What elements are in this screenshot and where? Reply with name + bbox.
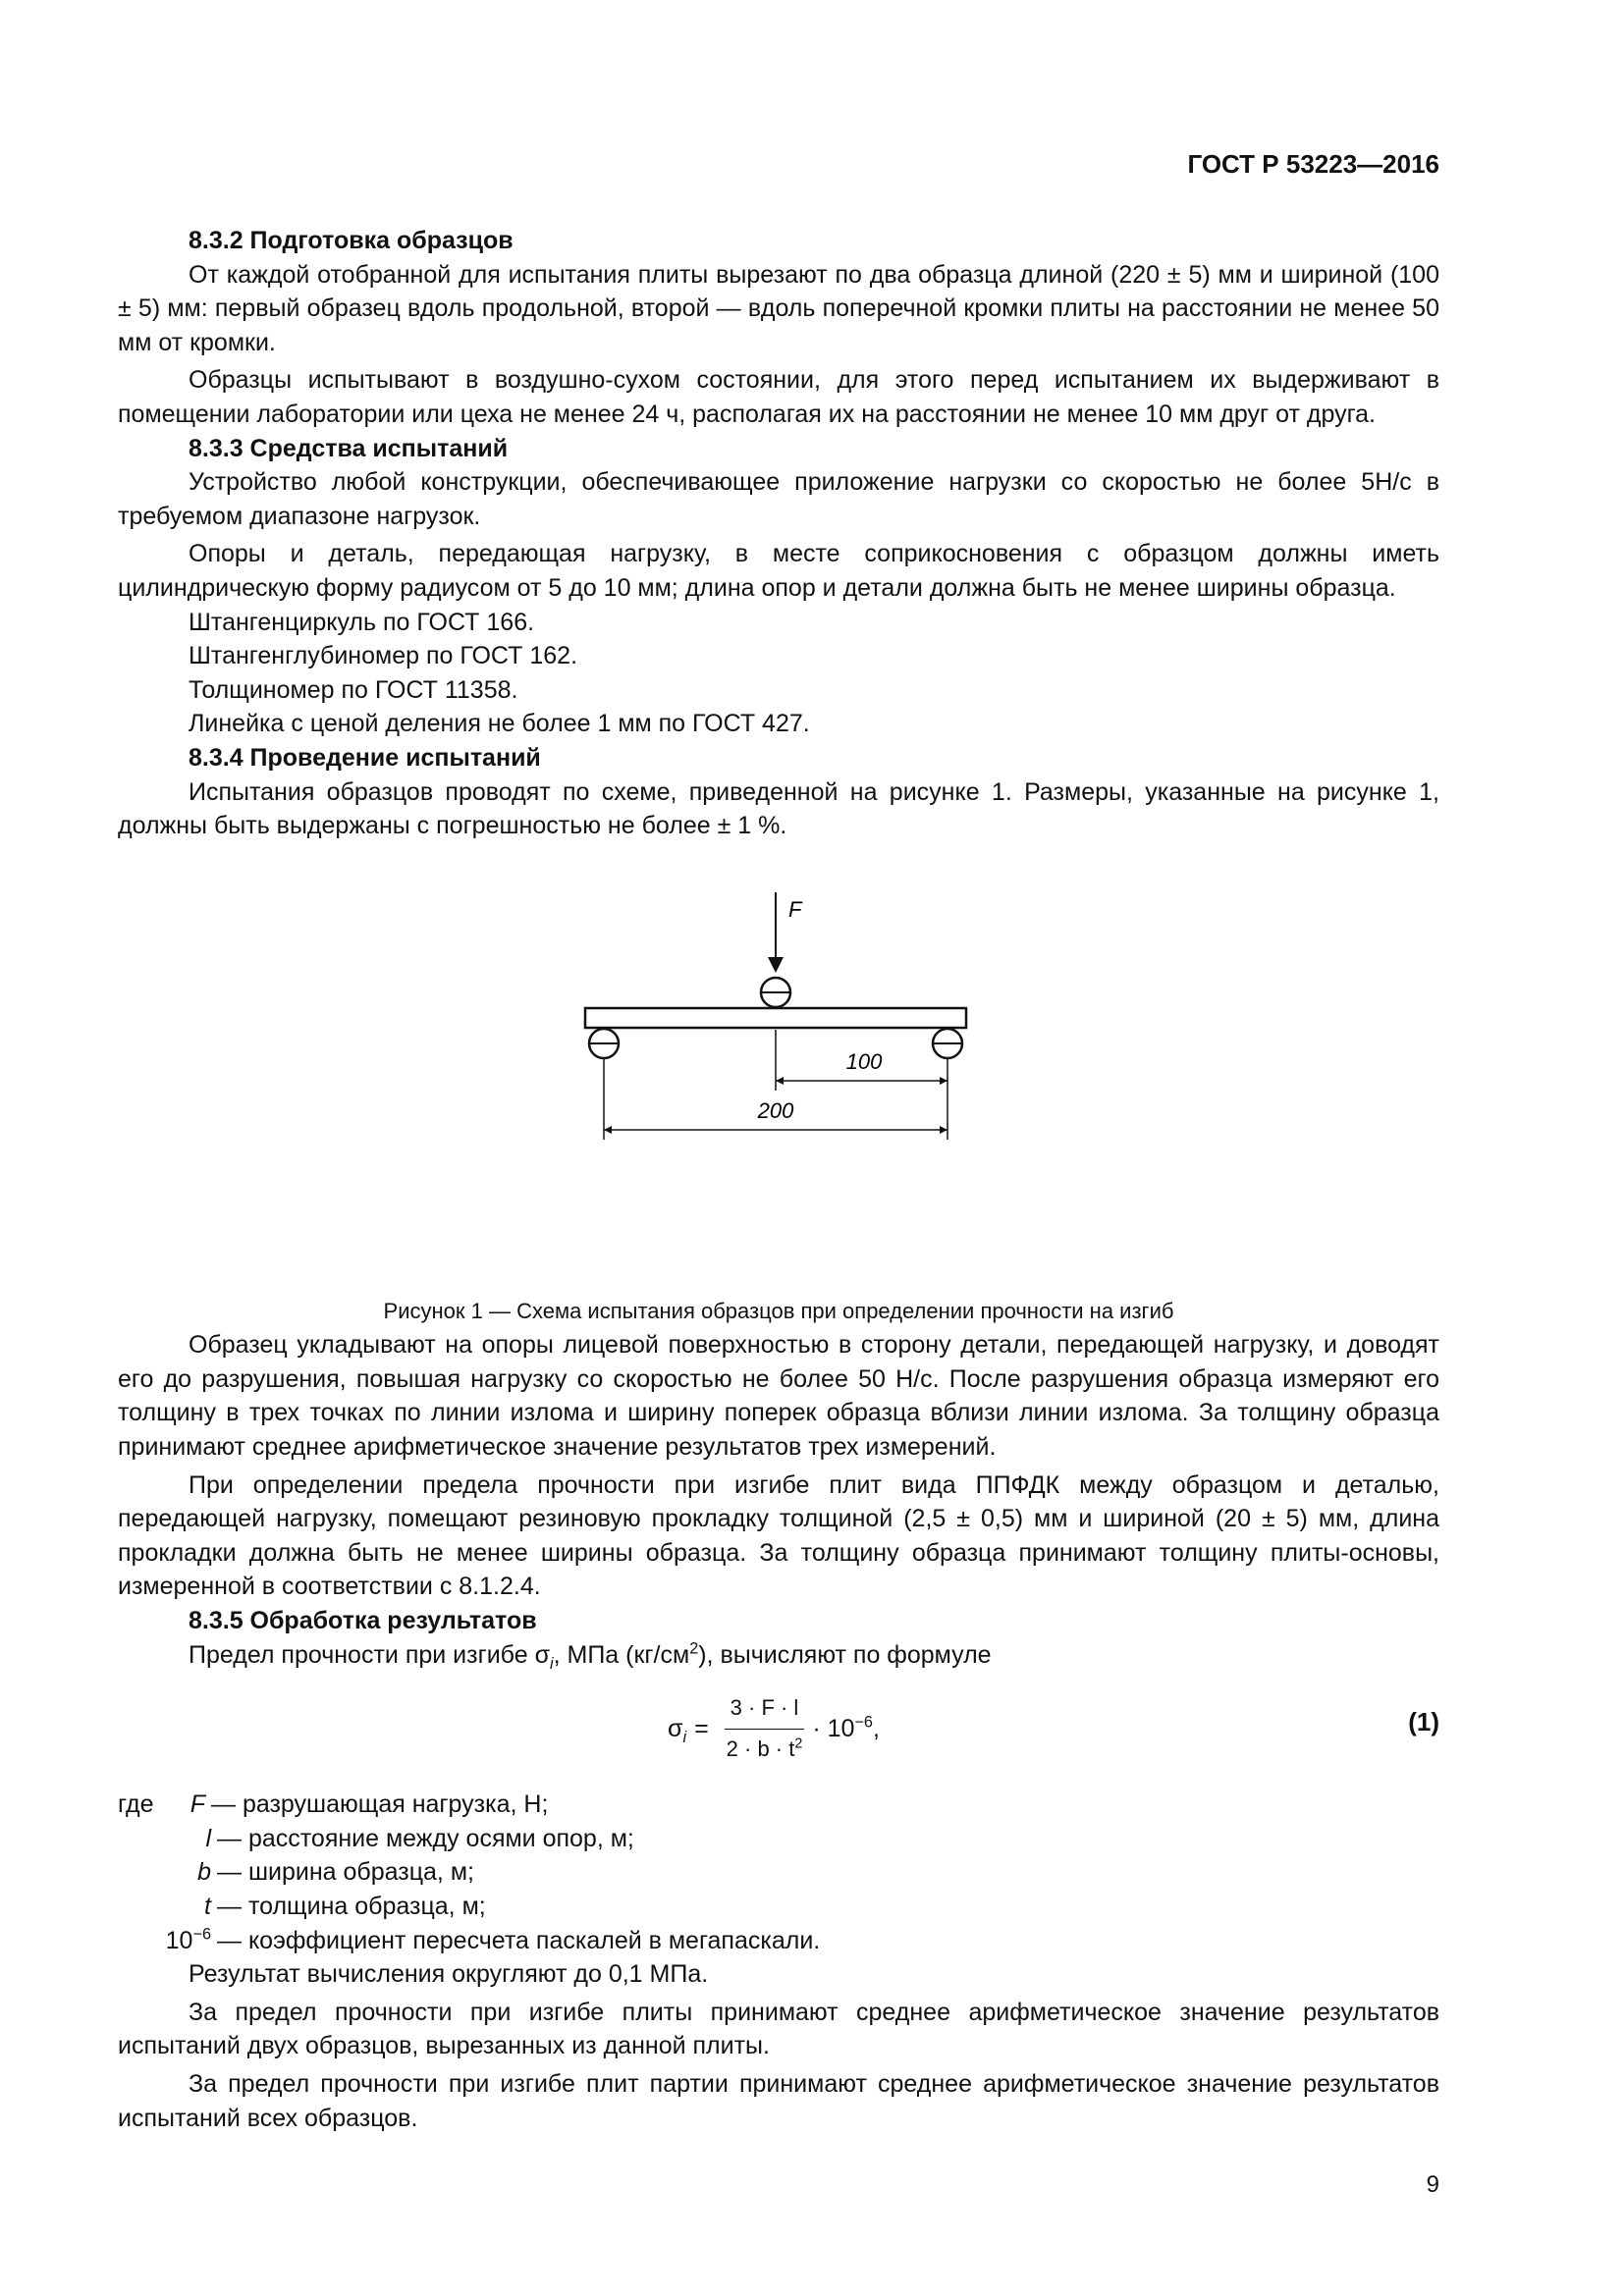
paragraph: Испытания образцов проводят по схеме, приведенной на рисунке 1. Размеры, указанные на рисунке 1, должны быть выдержаны с погрешностью не более ± 1 %. [118, 777, 1439, 840]
loading-roller [761, 978, 790, 1007]
formula-intro-superscript: 2 [689, 1639, 699, 1658]
where-text: — толщина образца, м; [217, 1893, 486, 1920]
where-text: — расстояние между осями опор, м; [217, 1824, 634, 1852]
diagram-svg [118, 863, 1439, 1295]
instrument-item: Штангенглубиномер по ГОСТ 162. [189, 642, 578, 670]
formula-sigma: σ [668, 1715, 683, 1743]
instrument-item: Линейка с ценой деления не более 1 мм по ГОСТ 427. [189, 710, 810, 738]
paragraph: При определении предела прочности при изгибе плит вида ППФДК между образцом и деталью, передающей нагрузку, помещают резиновую прокладку толщиной (2,5 ± 0,5) мм и шириной (20 ± 5) мм, длина прокладки должна быть не менее ширины образца. За толщину образца принимают толщину плиты-основы, измеренной в соответствии с 8.1.2.4. [118, 1470, 1439, 1601]
formula-denominator [721, 1730, 809, 1767]
formula-intro-text: , МПа (кг/см [553, 1640, 690, 1669]
document-code: ГОСТ Р 53223—2016 [1187, 149, 1439, 179]
formula-denominator-text: 2 · b · t [726, 1735, 795, 1761]
section-8-3-4-title: 8.3.4 Проведение испытаний [189, 743, 541, 772]
paragraph: Устройство любой конструкции, обеспечивающее приложение нагрузки со скоростью не более 5Н/с в требуемом диапазоне нагрузок. [118, 468, 1439, 530]
equation-number: (1) [1408, 1707, 1439, 1737]
document-body [118, 224, 1439, 2135]
specimen-beam [585, 1008, 966, 1028]
where-text: — ширина образца, м; [217, 1858, 474, 1887]
where-row [118, 1788, 1439, 1822]
formula-equals: = [694, 1715, 709, 1743]
section-8-3-5-title: 8.3.5 Обработка результатов [189, 1607, 537, 1635]
paragraph: Опоры и деталь, передающая нагрузку, в месте соприкосновения с образцом должны иметь цилиндрическую форму радиусом от 5 до 10 мм; длина опор и детали должна быть не менее ширины образца. [118, 540, 1439, 602]
paragraph: От каждой отобранной для испытания плиты вырезают по два образца длиной (220 ± 5) мм и шириной (100 ± 5) мм: первый образец вдоль продольной, второй — вдоль поперечной кромки плиты на расстоянии не менее 50 мм от кромки. [118, 260, 1439, 356]
where-word: где [118, 1790, 154, 1819]
where-symbol: l [205, 1824, 211, 1852]
dimension-label-200: 200 [757, 1097, 794, 1123]
formula-multiplier-exponent: −6 [854, 1713, 873, 1732]
bending-test-diagram [118, 863, 1439, 1295]
figure-caption: Рисунок 1 — Схема испытания образцов при определении прочности на изгиб [383, 1298, 1174, 1323]
where-coefficient [118, 1924, 211, 1958]
where-symbol: F [189, 1790, 205, 1819]
where-row [118, 1822, 1439, 1856]
paragraph: Образец укладывают на опоры лицевой поверхностью в сторону детали, передающей нагрузку, и доводят его до разрушения, повышая нагрузку со скоростью не более 50 Н/с. После разрушения образца измеряют его толщину в трех точках по линии излома и ширину поперек образца вблизи линии излома. За толщину образца принимают среднее арифметическое значение результатов трех измерений. [118, 1331, 1439, 1462]
where-symbol: t [204, 1893, 211, 1920]
formula-tail: , [872, 1715, 880, 1743]
formula-row [118, 1680, 1439, 1788]
formula-lhs [668, 1712, 686, 1746]
formula-sigma-subscript: i [682, 1729, 687, 1747]
paragraph: Результат вычисления округляют до 0,1 МПа. [189, 1960, 709, 1989]
where-symbol: b [197, 1858, 211, 1887]
formula-multiplier-base: · 10 [812, 1715, 855, 1743]
section-8-3-2-title: 8.3.2 Подготовка образцов [189, 227, 514, 254]
where-row [118, 1924, 1439, 1958]
paragraph: За предел прочности при изгибе плит партии принимают среднее арифметическое значение результатов испытаний всех образцов. [118, 2069, 1439, 2132]
formula-multiplier [812, 1712, 880, 1746]
page-number: 9 [1426, 2171, 1439, 2198]
formula-fraction [721, 1691, 809, 1766]
instrument-item: Штангенциркуль по ГОСТ 166. [189, 608, 535, 636]
coef-exponent: −6 [192, 1925, 211, 1944]
force-arrow [768, 892, 784, 973]
where-text: — разрушающая нагрузка, Н; [211, 1790, 549, 1819]
formula-intro-subscript: i [550, 1654, 554, 1673]
formula-intro-text: Предел прочности при изгибе σ [189, 1640, 550, 1669]
section-8-3-3-title: 8.3.3 Средства испытаний [189, 434, 509, 462]
instrument-item: Толщиномер по ГОСТ 11358. [189, 675, 518, 704]
formula-numerator: 3 · F · l [725, 1691, 805, 1730]
left-support-roller [589, 1029, 619, 1058]
right-support-roller [933, 1029, 962, 1058]
formula-intro [118, 1638, 1439, 1673]
bending-strength-formula [668, 1691, 880, 1766]
dimension-label-100: 100 [845, 1048, 883, 1074]
paragraph: За предел прочности при изгибе плиты принимают среднее арифметическое значение результатов испытаний двух образцов, вырезанных из данной плиты. [118, 1998, 1439, 2060]
coef-base: 10 [165, 1926, 193, 1954]
force-label: F [788, 896, 802, 922]
where-row [118, 1855, 1439, 1890]
extension-lines [604, 1030, 947, 1140]
where-row [118, 1890, 1439, 1924]
formula-denominator-exponent: 2 [794, 1735, 803, 1752]
where-text: — коэффициент пересчета паскалей в мегапаскали. [217, 1926, 821, 1954]
paragraph: Образцы испытывают в воздушно-сухом состоянии, для этого перед испытанием их выдерживают в помещении лаборатории или цеха не менее 24 ч, располагая их на расстоянии не менее 10 мм друг от друга. [118, 366, 1439, 428]
formula-intro-text: ), вычисляют по формуле [698, 1640, 992, 1669]
